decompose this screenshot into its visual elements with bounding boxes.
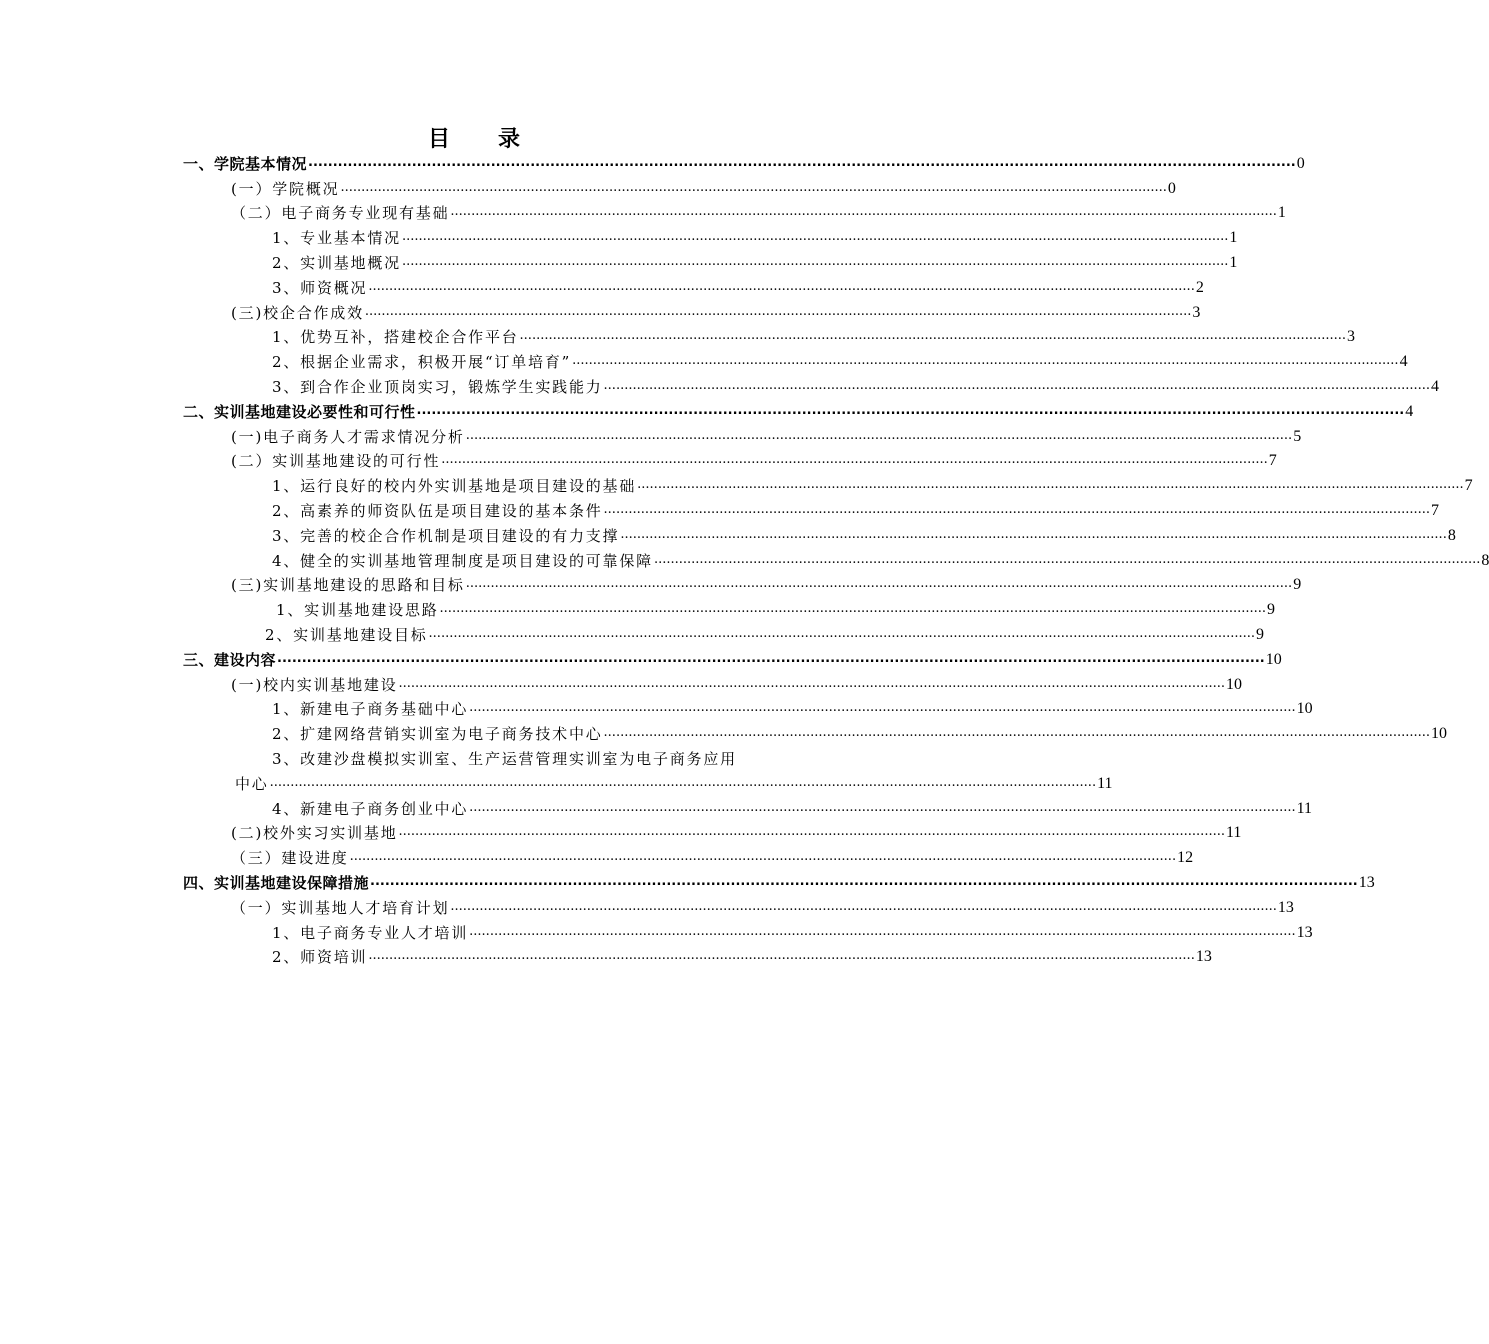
toc-entry[interactable] (0, 298, 1201, 323)
toc-entry-label: （二）电子商务专业现有基础 (231, 204, 450, 223)
toc-entry-label: 3、师资概况 (272, 278, 368, 297)
toc-page-number: 9 (1256, 625, 1265, 643)
toc-entry-label: 三、建设内容 (183, 650, 277, 669)
toc-page-number: 5 (1293, 427, 1302, 445)
toc-leader-dots: ........................................................................................................................................................................................................ (401, 253, 1229, 269)
toc-leader-dots: ........................................................................................................................................................................................................ (416, 402, 1405, 418)
toc-entry[interactable] (0, 620, 1265, 645)
toc-entry-label: 1、电子商务专业人才培训 (272, 923, 469, 942)
toc-leader-dots: ........................................................................................................................................................................................................ (349, 849, 1177, 865)
toc-entry[interactable] (0, 471, 1473, 496)
toc-page-number: 10 (1265, 650, 1282, 668)
toc-page-number: 1 (1229, 253, 1238, 271)
toc-leader-dots: ........................................................................................................................................................................................................ (465, 576, 1293, 592)
toc-leader-dots: ........................................................................................................................................................................................................ (308, 154, 1296, 170)
toc-leader-dots: ........................................................................................................................................................................................................ (450, 898, 1277, 914)
toc-leader-dots: ........................................................................................................................................................................................................ (653, 551, 1481, 567)
toc-entry-label: 3、完善的校企合作机制是项目建设的有力支撑 (272, 526, 620, 545)
toc-page-number: 8 (1481, 551, 1489, 569)
toc-leader-dots: ........................................................................................................................................................................................................ (603, 377, 1431, 393)
toc-page-number: 12 (1177, 849, 1194, 867)
toc-page-number: 3 (1192, 303, 1201, 321)
toc-leader-dots: ........................................................................................................................................................................................................ (368, 278, 1195, 294)
toc-leader-dots: ........................................................................................................................................................................................................ (269, 774, 1097, 790)
toc-entry-label: 2、扩建网络营销实训室为电子商务技术中心 (272, 725, 603, 744)
toc-entry[interactable] (0, 347, 1408, 372)
toc-entry[interactable] (0, 521, 1456, 546)
toc-page-number: 1 (1277, 204, 1286, 222)
toc-entry[interactable] (0, 794, 1313, 819)
toc-entry[interactable] (0, 372, 1440, 397)
toc-entry[interactable] (0, 645, 1282, 670)
toc-leader-dots: ........................................................................................................................................................................................................ (398, 824, 1225, 840)
toc-leader-dots: ........................................................................................................................................................................................................ (364, 303, 1192, 319)
toc-entry-label: 4、新建电子商务创业中心 (272, 799, 469, 818)
toc-entry[interactable] (0, 893, 1294, 918)
table-of-contents (0, 149, 1489, 967)
toc-leader-dots: ........................................................................................................................................................................................................ (340, 179, 1167, 195)
toc-page-number: 13 (1296, 923, 1313, 941)
toc-page-number: 4 (1431, 377, 1440, 395)
toc-entry[interactable] (0, 769, 1113, 794)
toc-entry-label: (二)校外实习实训基地 (231, 824, 398, 843)
toc-entry-label: 2、实训基地建设目标 (265, 625, 428, 644)
toc-page-number: 10 (1431, 725, 1448, 743)
toc-entry-label: 2、根据企业需求，积极开展“订单培育” (272, 353, 572, 372)
toc-leader-dots: ........................................................................................................................................................................................................ (277, 650, 1265, 666)
toc-entry[interactable] (0, 843, 1194, 868)
toc-entry-label: (三)实训基地建设的思路和目标 (231, 576, 465, 595)
toc-page-number: 4 (1405, 402, 1414, 420)
toc-page-number: 1 (1229, 229, 1238, 247)
toc-leader-dots: ........................................................................................................................................................................................................ (572, 353, 1399, 369)
toc-entry-label: 1、新建电子商务基础中心 (272, 700, 469, 719)
toc-entry[interactable] (0, 546, 1489, 571)
toc-page-number: 11 (1296, 799, 1313, 817)
toc-page-number: 10 (1296, 700, 1313, 718)
toc-entry-label: (一)校内实训基地建设 (231, 675, 398, 694)
toc-leader-dots: ........................................................................................................................................................................................................ (637, 477, 1464, 493)
toc-page-number: 13 (1358, 873, 1375, 891)
toc-entry-label: (一)电子商务人才需求情况分析 (231, 427, 465, 446)
toc-page-number: 4 (1399, 353, 1408, 371)
toc-leader-dots: ........................................................................................................................................................................................................ (469, 700, 1296, 716)
toc-entry[interactable] (0, 422, 1302, 447)
toc-leader-dots: ........................................................................................................................................................................................................ (439, 601, 1267, 617)
toc-entry[interactable] (0, 149, 1305, 174)
toc-page-number: 11 (1097, 774, 1113, 792)
toc-page-number: 10 (1225, 675, 1242, 693)
toc-entry[interactable] (0, 248, 1238, 273)
title-char-1: 目 (427, 127, 452, 152)
toc-entry[interactable] (0, 595, 1276, 620)
toc-leader-dots: ........................................................................................................................................................................................................ (519, 328, 1347, 344)
toc-entry[interactable] (0, 174, 1176, 199)
toc-page-number: 8 (1447, 526, 1456, 544)
toc-entry[interactable] (0, 223, 1238, 248)
toc-entry-label: 一、学院基本情况 (183, 154, 308, 173)
toc-entry[interactable] (0, 819, 1242, 844)
toc-page-number: 0 (1296, 154, 1305, 172)
toc-entry[interactable] (0, 397, 1414, 422)
toc-page-number: 0 (1167, 179, 1176, 197)
toc-entry-label: (二）实训基地建设的可行性 (231, 452, 441, 471)
toc-entry[interactable] (0, 918, 1313, 943)
toc-page-number: 3 (1347, 328, 1356, 346)
toc-leader-dots: ........................................................................................................................................................................................................ (441, 452, 1268, 468)
toc-entry[interactable] (0, 199, 1286, 224)
toc-entry-label: 3、到合作企业顶岗实习，锻炼学生实践能力 (272, 377, 603, 396)
toc-leader-dots: ........................................................................................................................................................................................................ (401, 229, 1229, 245)
toc-entry[interactable] (0, 670, 1242, 695)
toc-page-number: 7 (1431, 501, 1440, 519)
toc-entry[interactable] (0, 719, 1448, 744)
toc-entry-label: 1、优势互补，搭建校企合作平台 (272, 328, 519, 347)
toc-leader-dots: ........................................................................................................................................................................................................ (398, 675, 1225, 691)
toc-leader-dots: ........................................................................................................................................................................................................ (620, 526, 1447, 542)
toc-entry-label: (一）学院概况 (231, 179, 340, 198)
toc-page-number: 2 (1195, 278, 1204, 296)
toc-page-number: 9 (1267, 601, 1276, 619)
toc-entry[interactable] (0, 273, 1204, 298)
toc-entry[interactable] (0, 943, 1212, 968)
toc-entry[interactable] (0, 868, 1375, 893)
toc-leader-dots: ........................................................................................................................................................................................................ (469, 799, 1296, 815)
toc-entry[interactable] (0, 571, 1302, 596)
toc-entry-label: （一）实训基地人才培育计划 (231, 898, 450, 917)
toc-leader-dots: ........................................................................................................................................................................................................ (469, 923, 1296, 939)
toc-entry-label: （三）建设进度 (231, 849, 349, 868)
toc-entry-label: 中心 (235, 774, 269, 793)
toc-page-number: 7 (1464, 477, 1473, 495)
toc-entry-label: 4、健全的实训基地管理制度是项目建设的可靠保障 (272, 551, 653, 570)
toc-page-number: 7 (1268, 452, 1277, 470)
toc-leader-dots: ........................................................................................................................................................................................................ (370, 873, 1358, 889)
toc-entry-label: 2、高素养的师资队伍是项目建设的基本条件 (272, 501, 603, 520)
toc-entry[interactable] (0, 447, 1277, 472)
toc-leader-dots: ........................................................................................................................................................................................................ (603, 501, 1431, 517)
toc-entry[interactable] (0, 744, 818, 769)
toc-page-number: 13 (1195, 948, 1212, 966)
toc-entry-label: 1、专业基本情况 (272, 229, 401, 248)
toc-entry-label: 二、实训基地建设必要性和可行性 (183, 402, 416, 421)
toc-entry[interactable] (0, 323, 1356, 348)
toc-leader-dots: ........................................................................................................................................................................................................ (368, 948, 1195, 964)
toc-entry[interactable] (0, 496, 1440, 521)
toc-leader-dots: ........................................................................................................................................................................................................ (428, 625, 1256, 641)
toc-leader-dots: ........................................................................................................................................................................................................ (465, 427, 1293, 443)
toc-entry-label: 四、实训基地建设保障措施 (183, 873, 370, 892)
toc-entry-label: 2、师资培训 (272, 948, 368, 967)
toc-page-number: 11 (1225, 824, 1242, 842)
toc-leader-dots: ........................................................................................................................................................................................................ (450, 204, 1277, 220)
toc-leader-dots: ........................................................................................................................................................................................................ (603, 725, 1431, 741)
toc-entry-label: (三)校企合作成效 (231, 303, 364, 322)
toc-entry-label: 3、改建沙盘模拟实训室、生产运营管理实训室为电子商务应用 (272, 749, 737, 768)
toc-entry[interactable] (0, 695, 1313, 720)
toc-page-number: 9 (1293, 576, 1302, 594)
toc-entry-label: 2、实训基地概况 (272, 253, 401, 272)
toc-entry-label: 1、运行良好的校内外实训基地是项目建设的基础 (272, 477, 637, 496)
toc-page-number: 13 (1277, 898, 1294, 916)
title-char-2: 录 (498, 127, 523, 152)
toc-entry-label: 1、实训基地建设思路 (276, 601, 439, 620)
